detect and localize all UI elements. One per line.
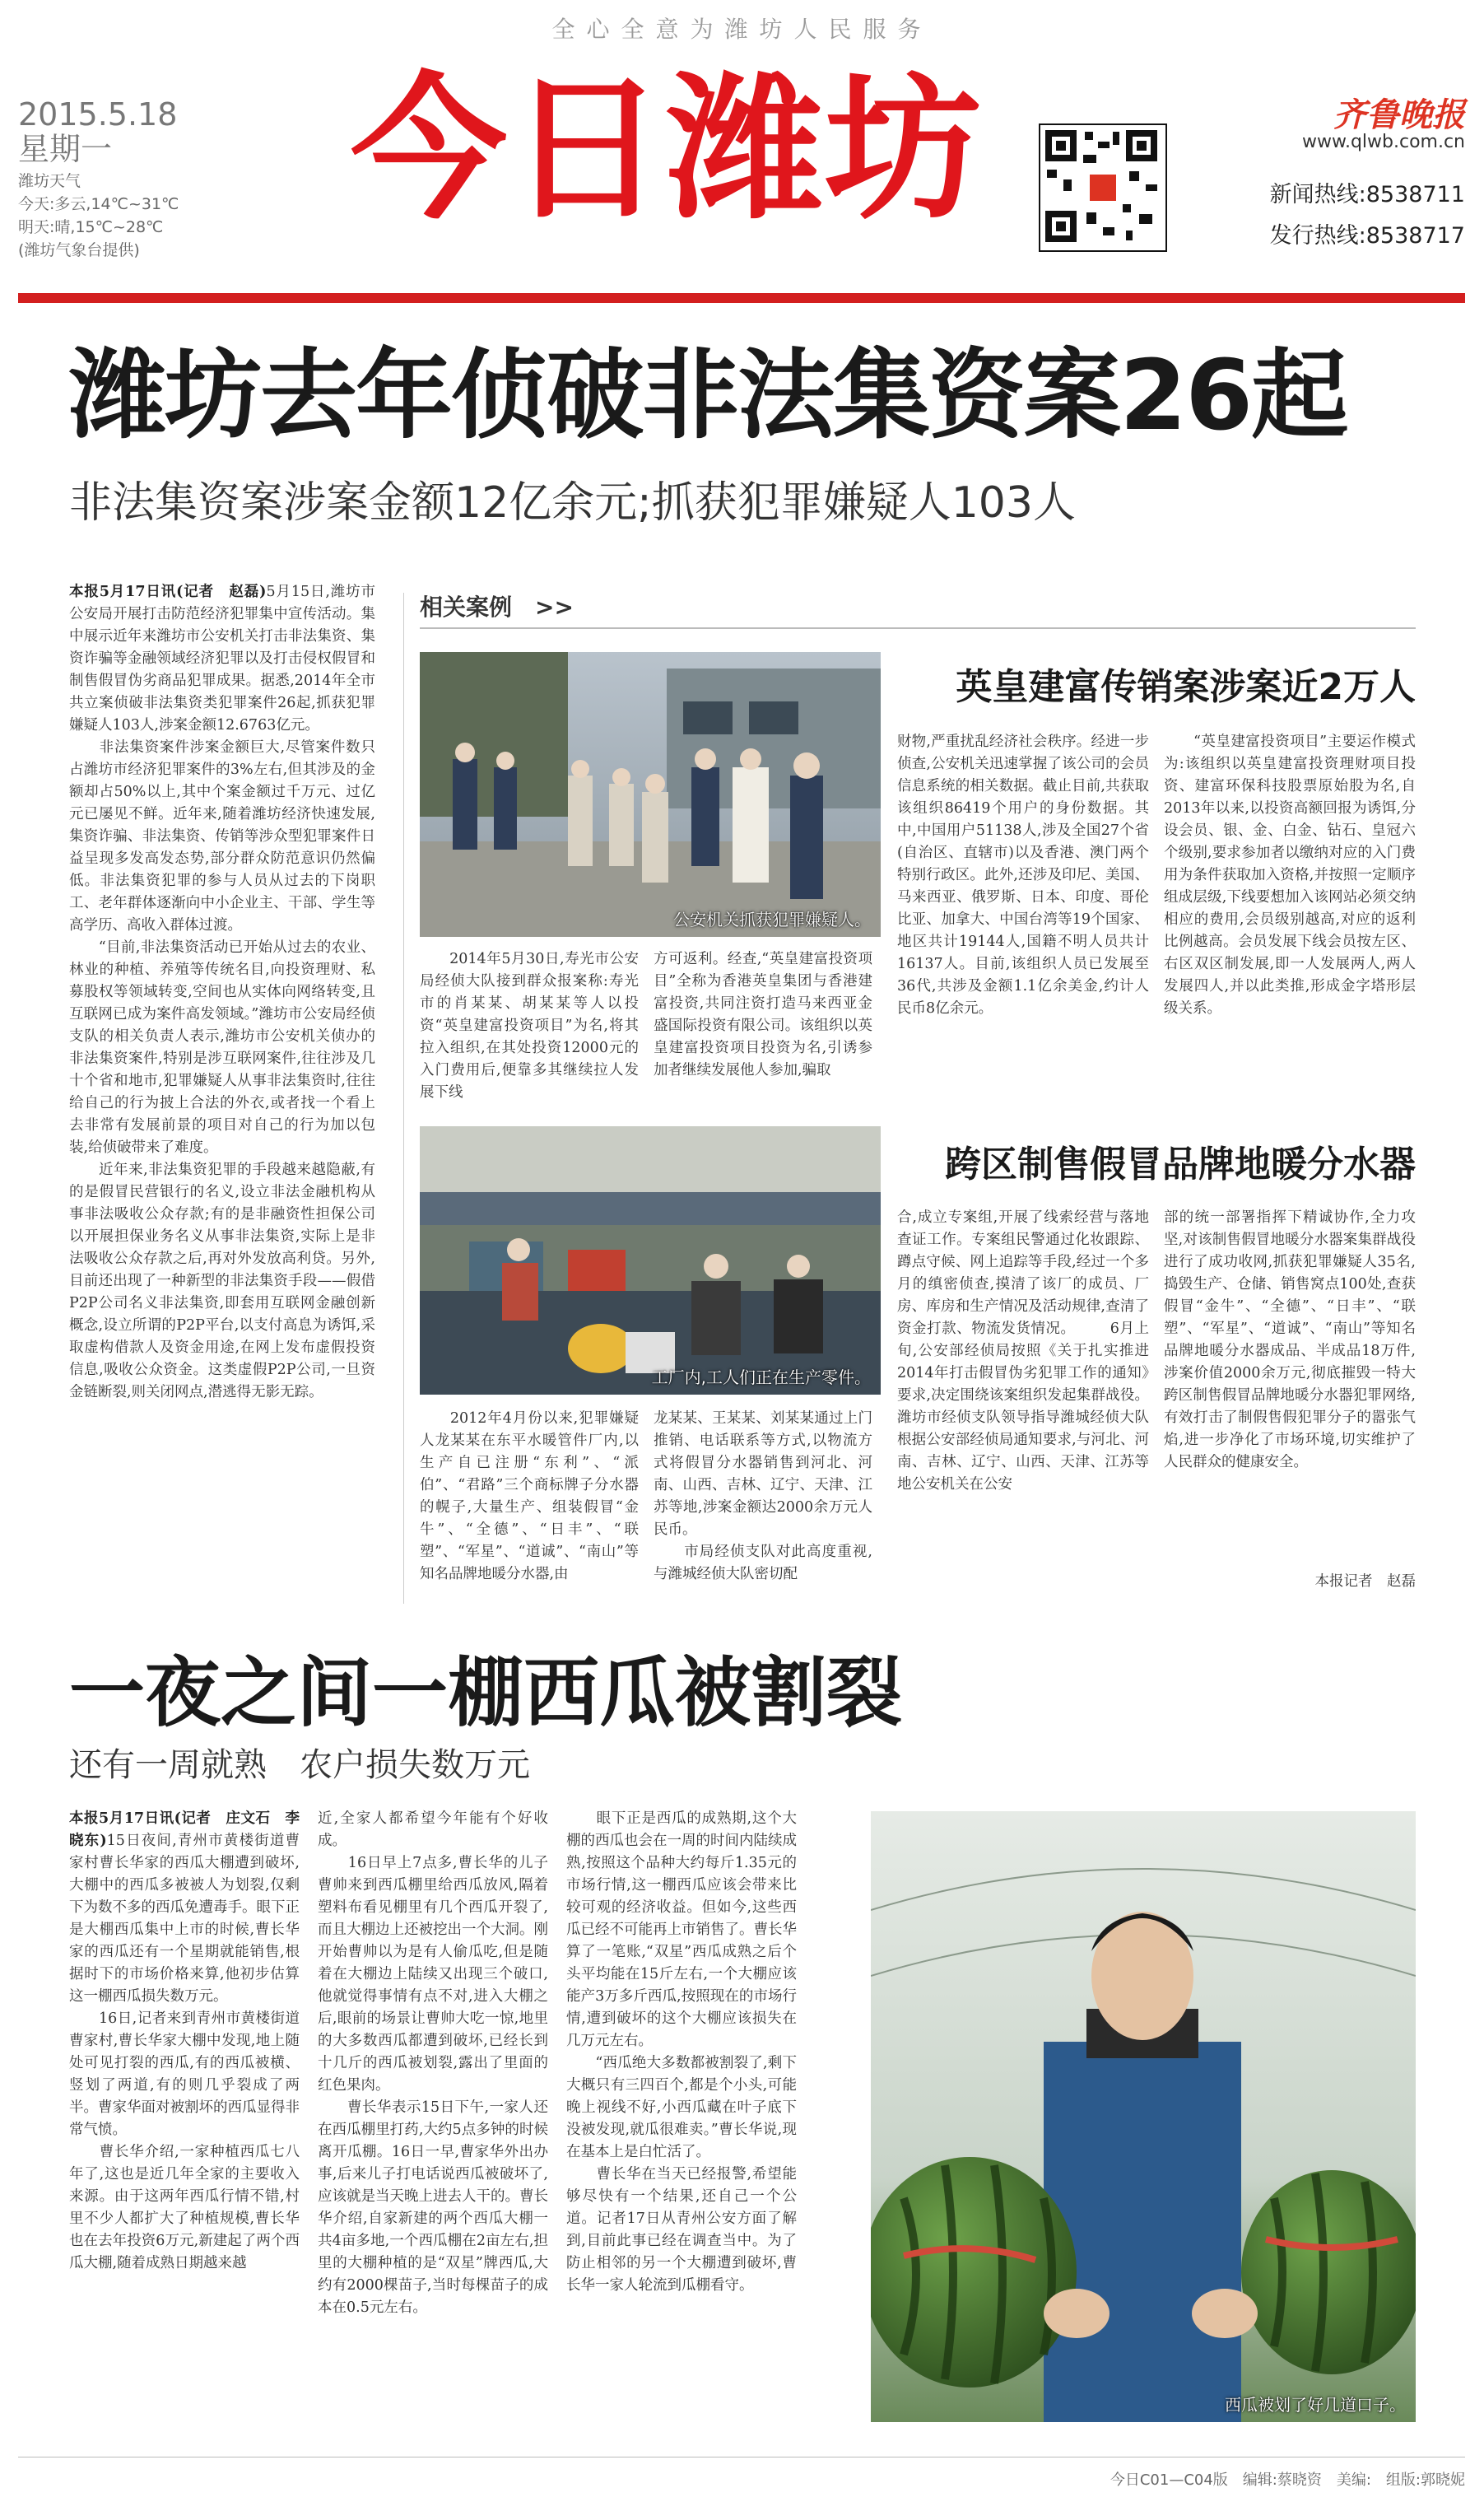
brand-url[interactable]: www.qlwb.com.cn bbox=[1302, 132, 1465, 152]
page-footer: 今日C01—C04版 编辑:蔡晓资 美编: 组版:郭晓妮 bbox=[1110, 2471, 1465, 2489]
case2-signoff: 本报记者 赵磊 bbox=[1314, 1573, 1416, 1590]
weather-source: (潍坊气象台提供) bbox=[18, 241, 140, 259]
story2-subhead: 还有一周就熟 农户损失数万元 bbox=[69, 1746, 530, 1784]
case2-col-d: 部的统一部署指挥下精诚协作,全力攻坚,对该制售假冒地暖分水器案集群战役进行了成功收网,抓获犯罪嫌疑人35名,捣毁生产、仓储、销售窝点100处,查获假冒“金牛”、“全德”、“日丰”、“联塑”、“军星”、“道诚”、“南山”等知名品牌地暖分水器成品、半成品18万件,涉案价值2000余万元,彻底摧毁一特大跨区制售假冒品牌地暖分水器犯罪网络,有效打击了制假售假犯罪分子的嚣张气焰,进一步净化了市场环境,切实维护了人民群众的健康安全。 bbox=[1164, 1209, 1416, 1470]
story1-body-column bbox=[69, 581, 375, 1594]
case1-col-c: 财物,严重扰乱经济社会秩序。经进一步侦查,公安机关迅速掌握了该公司的会员信息系统的相关数据。截止目前,共获取该组织86419个用户的身份数据。其中,中国用户51138人,涉及全国27个省(自治区、直辖市)以及香港、澳门两个特别行政区。此外,还涉及印尼、美国、马来西亚、俄罗斯、日本、印度、哥伦比亚、加拿大、中国台湾等19个国家、地区共计19144人,国籍不明人员共计16137人。目前,该组织人员已发展至36代,共涉及金额1.1亿余美金,约计人民币8亿余元。 bbox=[897, 734, 1149, 1017]
case1-col-b: 方可返利。经查,“英皇建富投资项目”全称为香港英皇集团与香港建富投资,共同注资打造马来西亚金盛国际投资有限公司。该组织以英皇建富投资项目投资为名,引诱参加者继续发展他人参加,骗取 bbox=[654, 951, 872, 1078]
qr-code[interactable] bbox=[1039, 123, 1167, 252]
issue-date bbox=[18, 97, 177, 166]
story2-byline: 本报5月17日讯(记者 庄文石 李晓东) bbox=[69, 1810, 300, 1849]
section-rule bbox=[420, 627, 1416, 629]
story2-col-a-text: 15日夜间,青州市黄楼街道曹家村曹长华家的西瓜大棚遭到破坏,大棚中的西瓜多被被人为划裂,仅剩下为数不多的西瓜免遭毒手。眼下正是大棚西瓜集中上市的时候,曹长华家的西瓜还有一个星期就能销售,根据时下的市场价格来算,他初步估算这一棚西瓜损失数万元。 16日,记者来到青州市黄楼街道曹家村,曹长华家大棚中发现,地上随处可见打裂的西瓜,有的西瓜被横、竖划了两道,有的则几乎裂成了两半。曹家华面对被割坏的西瓜显得非常气愤。 曹长华介绍,一家种植西瓜七八年了,这也是近几年全家的主要收入来源。由于这两年西瓜行情不错,村里不少人都扩大了种植规模,曹长华也在去年投资6万元,新建起了两个西瓜大棚,随着成熟日期越来越 bbox=[69, 1833, 300, 2271]
story2-headline: 一夜之间一棚西瓜被割裂 bbox=[69, 1649, 903, 1737]
case1-col-a: 2014年5月30日,寿光市公安局经侦大队接到群众报案称:寿光市的肖某某、胡某某等人以投资“英皇建富投资项目”为名,将其拉入组织,在其处投资12000元的入门费用后,便靠多其继续拉人发展下线 bbox=[420, 951, 639, 1101]
column-divider bbox=[403, 593, 404, 1604]
weather-label: 潍坊天气 bbox=[18, 172, 81, 190]
case2-col-a: 2012年4月份以来,犯罪嫌疑人龙某某在东平水暖管件厂内,以生产自已注册“东利”、“派伯”、“君路”三个商标牌子分水器的幌子,大量生产、组装假冒“金牛”、“全德”、“日丰”、“联塑”、“军星”、“道诚”、“南山”等知名品牌地暖分水器,由 bbox=[420, 1410, 639, 1582]
slogan: 全心全意为潍坊人民服务 bbox=[551, 16, 933, 43]
brand-logo: 齐鲁晚报 bbox=[1333, 96, 1465, 134]
story1-subhead: 非法集资案涉案金额12亿余元;抓获犯罪嫌疑人103人 bbox=[69, 478, 1076, 528]
related-cases-label: 相关案例 >> bbox=[420, 594, 574, 621]
case1-title: 英皇建富传销案涉案近2万人 bbox=[956, 666, 1416, 708]
weather-tomorrow: 明天:晴,15℃~28℃ bbox=[18, 218, 164, 236]
weekday: 星期一 bbox=[18, 131, 113, 167]
weather-today: 今天:多云,14℃~31℃ bbox=[18, 195, 179, 213]
story1-headline: 潍坊去年侦破非法集资案26起 bbox=[69, 338, 1347, 452]
story1-byline: 本报5月17日讯(记者 赵磊) bbox=[69, 584, 267, 600]
story2-col-b: 近,全家人都希望今年能有个好收成。 16日早上7点多,曹长华的儿子曹帅来到西瓜棚里给西瓜放风,隔着塑料布看见棚里有几个西瓜开裂了,而且大棚边上还被挖出一个大洞。刚开始曹帅以为是有人偷瓜吃,但是随着在大棚边上陆续又出现三个破口,他就觉得事情有点不对,进入大棚之后,眼前的场景让曹帅大吃一惊,地里的大多数西瓜都遭到破坏,已经长到十几斤的西瓜被划裂,露出了里面的红色果肉。 曹长华表示15日下午,一家人还在西瓜棚里打药,大约5点多钟的时候离开瓜棚。16日一早,曹家华外出办事,后来儿子打电话说西瓜被破坏了,应该就是当天晚上进去人干的。曹长华介绍,自家新建的两个西瓜大棚一共4亩多地,一个西瓜棚在2亩左右,担里的大棚种植的是“双星”牌西瓜,大约有2000棵苗子,当时每棵苗子的成本在0.5元左右。 bbox=[318, 1810, 548, 2316]
case2-col-c: 合,成立专案组,开展了线索经营与落地查证工作。专案组民警通过化妆跟踪、蹲点守候、网上追踪等手段,经过一个多月的缜密侦查,摸清了该厂的成员、厂房、库房和生产情况及活动规律,查清了资金打款、物流发货情况。 6月上旬,公安部经侦局按照《关于扎实推进2014年打击假冒伪劣犯罪工作的通知》要求,决定围绕该案组织发起集群战役。潍坊市经侦支队领导指导潍城经侦大队根据公安部经侦局通知要求,与河北、河南、吉林、辽宁、山西、天津、江苏等地公安机关在公安 bbox=[897, 1209, 1149, 1493]
case2-photo bbox=[420, 1126, 881, 1395]
case1-photo-caption: 公安机关抓获犯罪嫌疑人。 bbox=[673, 910, 871, 929]
story2-col-a bbox=[69, 1808, 300, 2442]
date-value: 2015.5.18 bbox=[18, 96, 178, 133]
masthead-title: 今日潍坊 bbox=[350, 58, 983, 240]
masthead-rule bbox=[18, 293, 1465, 303]
news-hotline: 新闻热线:8538711 bbox=[1269, 182, 1465, 207]
case1-photo bbox=[420, 652, 881, 937]
story2-photo-caption: 西瓜被划了好几道口子。 bbox=[1225, 2395, 1406, 2415]
distribution-hotline: 发行热线:8538717 bbox=[1269, 223, 1465, 249]
story2-photo bbox=[871, 1811, 1416, 2422]
case1-col-d: “英皇建富投资项目”主要运作模式为:该组织以英皇建富投资理财项目投资、建富环保科技股票原始股为名,自2013年以来,以投资高额回报为诱饵,分设会员、银、金、白金、钻石、皇冠六个级别,要求参加者以缴纳对应的入门费用为条件获取加入资格,并按照一定顺序组成层级,下线要想加入该网站必须交纳相应的费用,会员级别越高,对应的返利比例越高。会员发展下线会员按左区、右区双区制发展,即一人发展两人,两人发展四人,并以此类推,形成金字塔形层级关系。 bbox=[1164, 734, 1416, 1017]
case2-col-b: 龙某某、王某某、刘某某通过上门推销、电话联系等方式,以物流方式将假冒分水器销售到河北、河南、山西、吉林、辽宁、天津、江苏等地,涉案金额达2000余万元人民币。 市局经侦支队对此高度重视,与潍城经侦大队密切配 bbox=[654, 1410, 872, 1582]
story2-col-c: 眼下正是西瓜的成熟期,这个大棚的西瓜也会在一周的时间内陆续成熟,按照这个品种大约每斤1.35元的市场行情,这一棚西瓜应该会带来比较可观的经济收益。但如今,这些西瓜已经不可能再上市销售了。曹长华算了一笔账,“双星”西瓜成熟之后个头平均能在15斤左右,一个大棚应该能产3万多斤西瓜,按照现在的市场行情,遭到破坏的这个大棚应该损失在几万元左右。 “西瓜绝大多数都被割裂了,剩下大概只有三四百个,都是个小头,可能晚上视线不好,小西瓜藏在叶子底下没被发现,就瓜很难卖。”曹长华说,现在基本上是白忙活了。 曹长华在当天已经报警,希望能够尽快有一个结果,还自己一个公道。记者17日从青州公安方面了解到,目前此事已经在调查当中。为了防止相邻的另一个大棚遭到破坏,曹长华一家人轮流到瓜棚看守。 bbox=[566, 1810, 797, 2294]
case2-title: 跨区制售假冒品牌地暖分水器 bbox=[945, 1144, 1416, 1186]
story1-body: 5月15日,潍坊市公安局开展打击防范经济犯罪集中宣传活动。集中展示近年来潍坊市公安机关打击非法集资、集资诈骗等金融领域经济犯罪以及打击侵权假冒和制售假冒伪劣商品犯罪成果。据悉,2014年全市共立案侦破非法集资类犯罪案件26起,抓获犯罪嫌疑人103人,涉案金额12.6763亿元。 非法集资案件涉案金额巨大,尽管案件数只占潍坊市经济犯罪案件的3%左右,但其涉及的金额却占50%以上,其中个案金额过千万元、过亿元已屡见不鲜。近年来,随着潍坊经济快速发展,集资诈骗、非法集资、传销等涉众型犯罪案件日益呈现多发高发态势,部分群众防范意识仍然偏低。非法集资犯罪的参与人员从过去的下岗职工、老年群体逐渐向中小企业主、干部、学生等高学历、高收入群体过渡。 “目前,非法集资活动已开始从过去的农业、林业的种植、养殖等传统名目,向投资理财、私募股权等领域转变,空间也从实体向网络转变,且互联网已成为案件高发领域。”潍坊市公安局经侦支队的相关负责人表示,潍坊市公安机关侦办的非法集资案件,特别是涉互联网案件,往往涉及几十个省和地市,犯罪嫌疑人从事非法集资时,往往给自己的行为披上合法的外衣,或者找一个看上去非常有发展前景的项目对自己的行为加以包装,给侦破带来了难度。 近年来,非法集资犯罪的手段越来越隐蔽,有的是假冒民营银行的名义,设立非法金融机构从事非法吸收公众存款;有的是非融资性担保公司以开展担保业务名义从事非法集资,实际上是非法吸收公众存款之后,再对外发放高利贷。另外,目前还出现了一种新型的非法集资手段——假借P2P公司名义非法集资,即套用互联网金融创新概念,设立所谓的P2P平台,以支付高息为诱饵,采取虚构借款人及资金用途,在网上发布虚假投资信息,吸收公众资金。这类虚假P2P公司,一旦资金链断裂,则关闭网点,潜逃得无影无踪。 bbox=[69, 584, 375, 1400]
weather-box bbox=[18, 170, 179, 262]
case2-photo-caption: 工厂内,工人们正在生产零件。 bbox=[651, 1367, 871, 1387]
